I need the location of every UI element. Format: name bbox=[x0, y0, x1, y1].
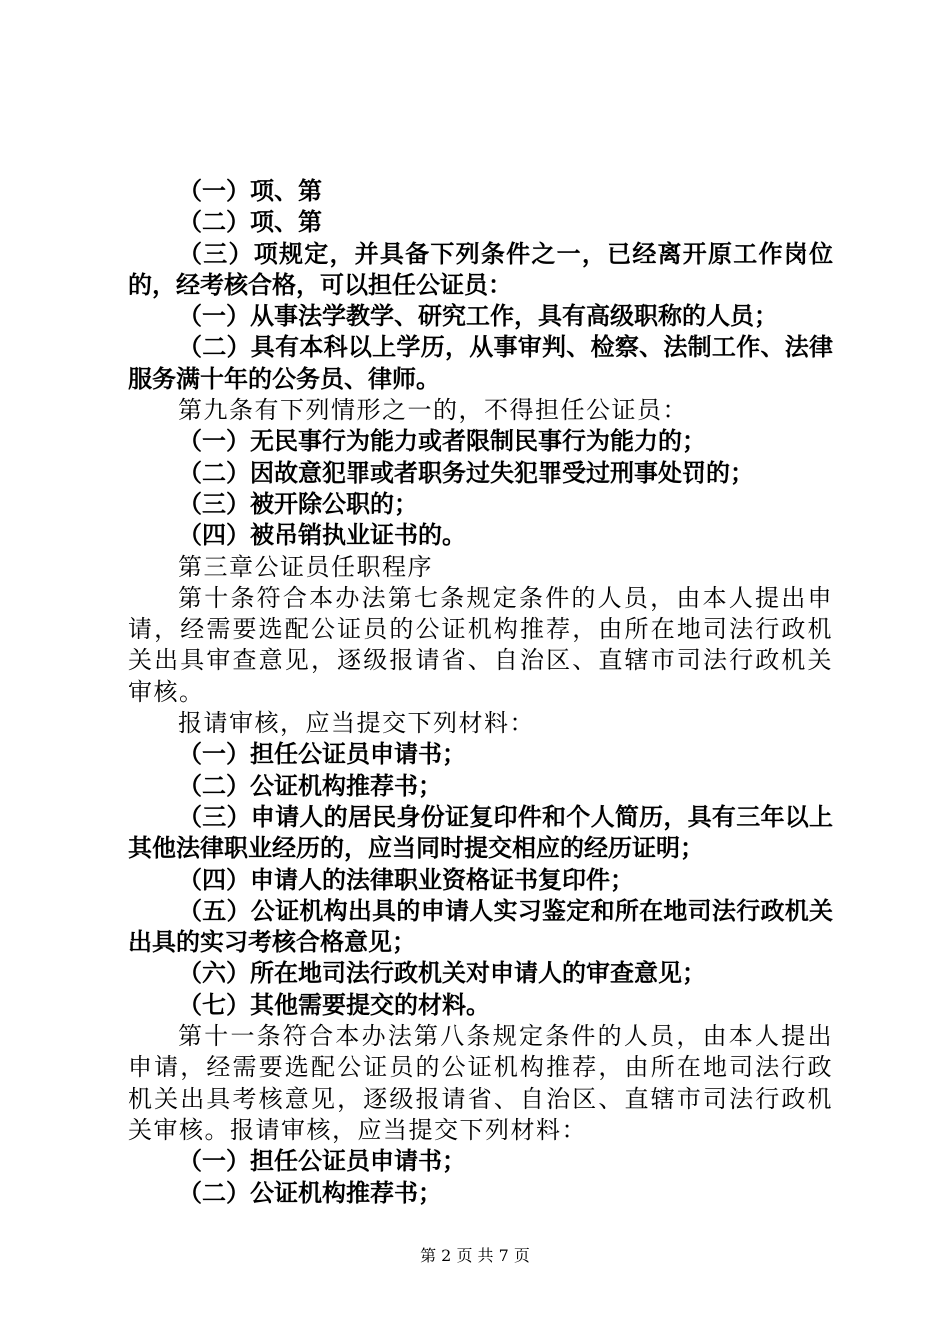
paragraph: （二）项、第 bbox=[178, 208, 322, 237]
paragraph: （六）所在地司法行政机关对申请人的审查意见； bbox=[178, 959, 706, 988]
paragraph: （二）公证机构推荐书； bbox=[178, 771, 442, 800]
paragraph: （七）其他需要提交的材料。 bbox=[178, 990, 490, 1019]
paragraph: （三）被开除公职的； bbox=[178, 489, 418, 518]
paragraph: （三）申请人的居民身份证复印件和个人简历，具有三年以上其他法律职业经历的，应当同时提交相应的经历证明； bbox=[128, 802, 833, 863]
paragraph: 第九条有下列情形之一的，不得担任公证员： bbox=[178, 396, 688, 425]
document-body bbox=[128, 176, 833, 1209]
paragraph: （一）项、第 bbox=[178, 177, 322, 205]
paragraph: （四）申请人的法律职业资格证书复印件； bbox=[178, 865, 634, 894]
paragraph: 第三章公证员任职程序 bbox=[178, 552, 433, 581]
paragraph: （一）从事法学教学、研究工作，具有高级职称的人员； bbox=[178, 302, 778, 331]
paragraph: 第十条符合本办法第七条规定条件的人员，由本人提出申请，经需要选配公证员的公证机构推荐，由所在地司法行政机关出具审查意见，逐级报请省、自治区、直辖市司法行政机关审核。 bbox=[128, 583, 833, 706]
paragraph: 报请审核，应当提交下列材料： bbox=[178, 709, 535, 738]
paragraph: （二）因故意犯罪或者职务过失犯罪受过刑事处罚的； bbox=[178, 458, 754, 487]
paragraph: 第十一条符合本办法第八条规定条件的人员，由本人提出申请，经需要选配公证员的公证机构推荐，由所在地司法行政机关出具考核意见，逐级报请省、自治区、直辖市司法行政机关审核。报请审核，应当提交下列材料： bbox=[128, 1022, 833, 1144]
paragraph: （一）担任公证员申请书； bbox=[178, 1147, 466, 1176]
paragraph: （二）具有本科以上学历，从事审判、检察、法制工作、法律服务满十年的公务员、律师。 bbox=[128, 333, 833, 393]
paragraph: （三）项规定，并具备下列条件之一，已经离开原工作岗位的，经考核合格，可以担任公证员： bbox=[128, 239, 833, 299]
paragraph: （五）公证机构出具的申请人实习鉴定和所在地司法行政机关出具的实习考核合格意见； bbox=[128, 896, 833, 957]
paragraph: （四）被吊销执业证书的。 bbox=[178, 521, 466, 550]
page-footer: 第 2 页 共 7 页 bbox=[420, 1246, 530, 1265]
paragraph: （一）担任公证员申请书； bbox=[178, 740, 466, 769]
paragraph: （一）无民事行为能力或者限制民事行为能力的； bbox=[178, 427, 706, 456]
paragraph: （二）公证机构推荐书； bbox=[178, 1178, 442, 1207]
